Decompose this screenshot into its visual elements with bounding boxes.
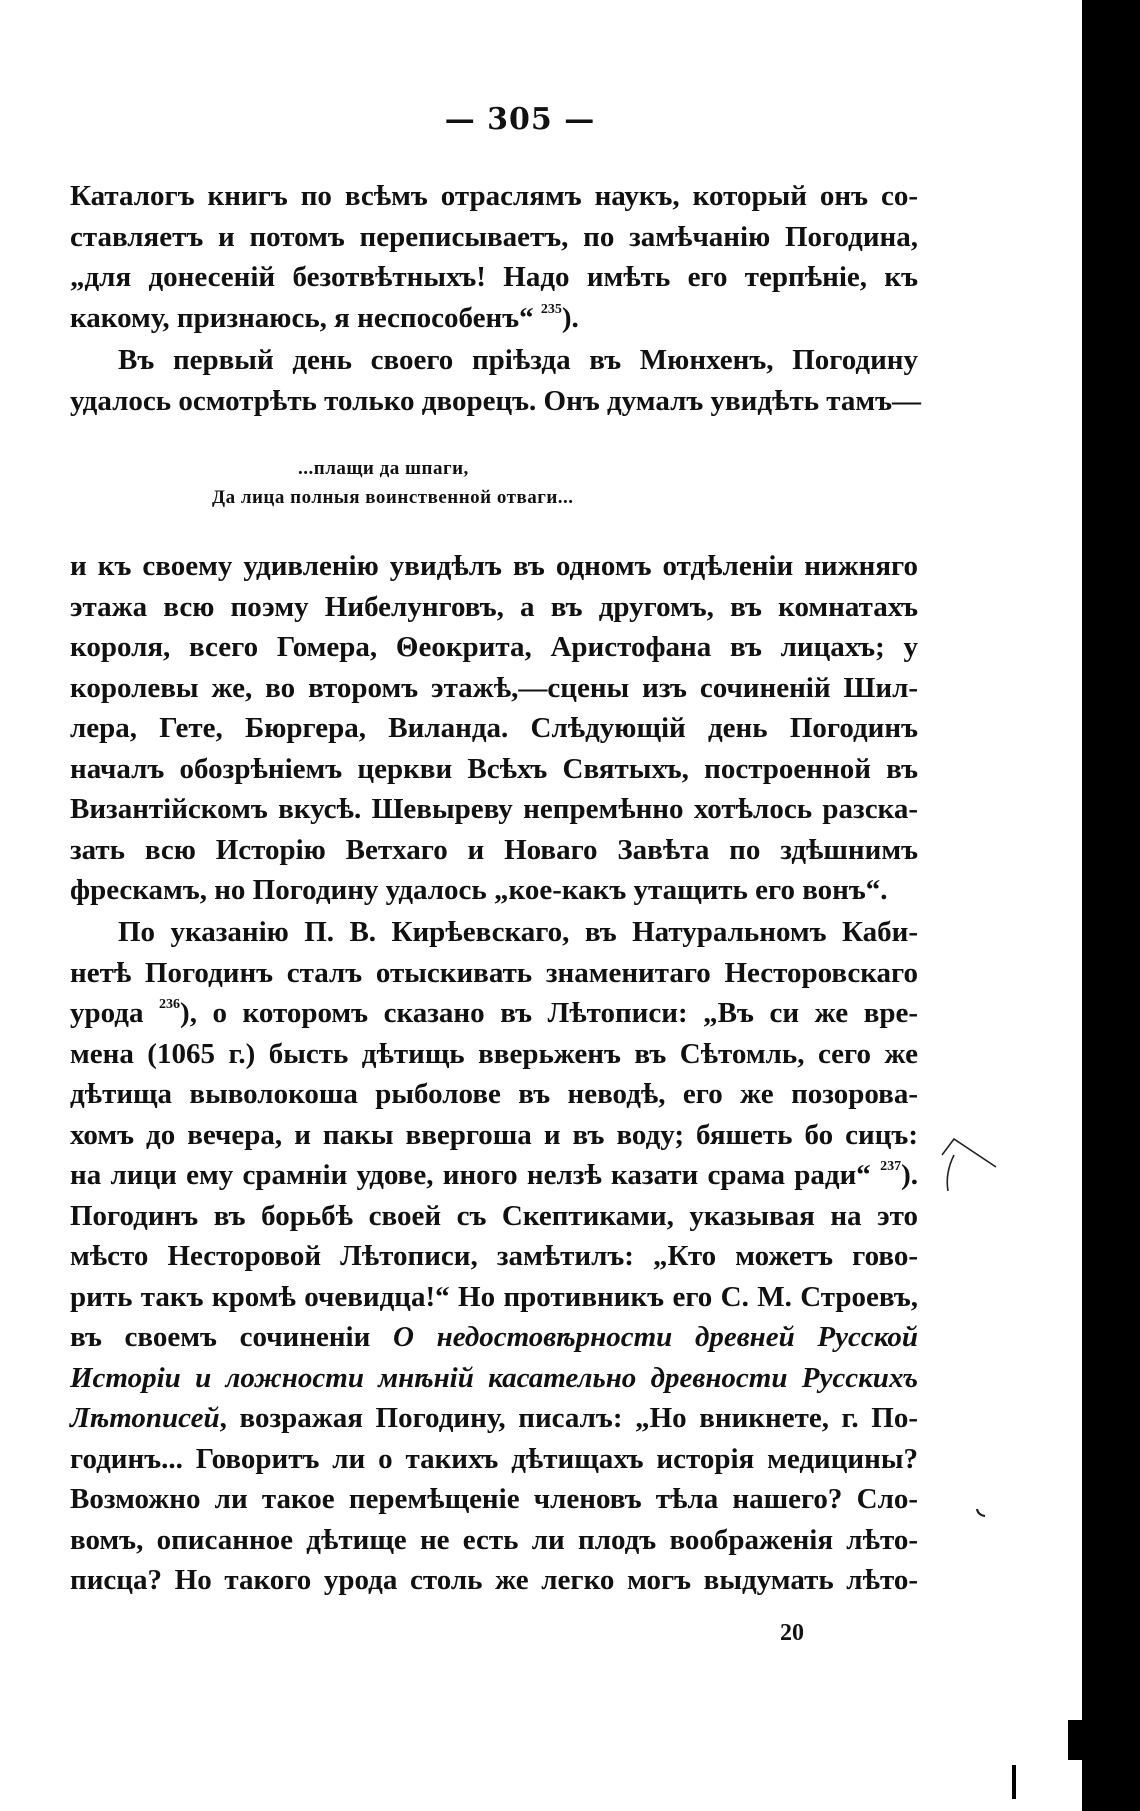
text-fragment: урода: [70, 997, 160, 1029]
text-line: удалось осмотрѣть только дворецъ. Онъ думалъ увидѣть тамъ—: [70, 384, 922, 417]
text-line: годинъ... Говоритъ ли о такихъ дѣтищахъ исторія медицины?: [70, 1442, 918, 1475]
text-line: короля, всего Гомера, Θеокрита, Аристофана въ лицахъ; у: [70, 631, 918, 663]
text-line: [70, 993, 918, 1034]
text-line: этажа всю поэму Нибелунговъ, а въ другомъ, въ комнатахъ: [70, 590, 918, 623]
page-number: — 305 —: [444, 102, 596, 137]
text-line: Въ первый день своего пріѣзда въ Мюнхенъ, Погодину: [118, 344, 918, 376]
text-fragment: какому, признаюсь, я неспособенъ“: [70, 301, 541, 334]
paragraph-chronicle: [70, 912, 918, 1601]
text-line: Византійскомъ вкусѣ. Шевыреву непремѣнно хотѣлось разска-: [70, 793, 918, 825]
text-line: фрескамъ, но Погодину удалось „кое-какъ утащить его вонъ“.: [70, 874, 888, 906]
text-line: ставляетъ и потомъ переписываетъ, по замѣчанію Погодина,: [70, 220, 918, 253]
verse-line-1: ...плащи да шпаги,: [298, 458, 469, 479]
book-title: Исторіи и ложности мнѣній касательно древности Русскихъ: [70, 1361, 918, 1394]
text-line: мена (1065 г.) бысть дѣтищь вверьженъ въ Сѣтомль, сего же: [70, 1037, 918, 1070]
scan-border-notch: [1068, 1720, 1084, 1760]
text-line: мѣсто Несторовой Лѣтописи, замѣтилъ: „Кто можетъ гово-: [70, 1240, 918, 1272]
text-line: По указанію П. В. Кирѣевскаго, въ Натуральномъ Каби-: [118, 916, 918, 948]
text-line: дѣтища выволокоша рыболове въ неводѣ, его же позорова-: [70, 1078, 918, 1110]
book-title: Лѣтописей: [70, 1402, 220, 1434]
text-line: Каталогъ книгъ по всѣмъ отраслямъ наукъ, который онъ со-: [70, 180, 918, 212]
verse-line-2: Да лица полныя воинственной отваги...: [212, 487, 574, 508]
text-fragment: ), о которомъ сказано въ Лѣтописи: „Въ си же вре-: [180, 997, 919, 1029]
footnote-ref: 237: [880, 1159, 902, 1174]
text-fragment: на лици ему срамніи удове, иного нелзѣ казати срама ради“: [70, 1159, 881, 1191]
text-line: Возможно ли такое перемѣщеніе членовъ тѣла нашего? Сло-: [70, 1483, 918, 1515]
text-line: зать всю Исторію Ветхаго и Новаго Завѣта по здѣшнимъ: [70, 833, 918, 866]
text-line: писца? Но такого урода столь же легко могъ выдумать лѣто-: [70, 1564, 918, 1596]
text-line: [70, 1398, 918, 1439]
text-line: хомъ до вечера, и пакы ввергоша и въ воду; бяшеть бо сицъ:: [70, 1118, 918, 1151]
text-fragment: ).: [901, 1159, 918, 1191]
footnote-ref: 235: [540, 301, 562, 317]
text-line: „для донесеній безотвѣтныхъ! Надо имѣть его терпѣніе, къ: [70, 261, 918, 293]
text-line: [70, 1317, 918, 1358]
paragraph-catalog: [70, 176, 918, 338]
text-line: [70, 298, 918, 339]
footnote-ref: 236: [159, 997, 181, 1012]
text-fragment: въ своемъ сочиненіи: [70, 1321, 393, 1353]
text-line: рить такъ кромѣ очевидца!“ Но противникъ его С. М. Строевъ,: [70, 1280, 918, 1313]
book-title: О недостовѣрности древней Русской: [393, 1321, 918, 1353]
text-line: [70, 1155, 918, 1196]
text-line: вомъ, описанное дѣтище не есть ли плодъ воображенія лѣто-: [70, 1523, 918, 1556]
pencil-dot-icon: [974, 1506, 988, 1520]
text-line: королевы же, во второмъ этажѣ,—сцены изъ сочиненій Шил-: [70, 671, 918, 704]
text-line: нетѣ Погодинъ сталъ отыскивать знаменитаго Несторовскаго: [70, 956, 918, 989]
scan-border: [1082, 0, 1140, 1811]
text-line: и къ своему удивленію увидѣлъ въ одномъ отдѣленіи нижняго: [70, 550, 918, 582]
signature-mark: 20: [780, 1620, 804, 1646]
pencil-mark-icon: [940, 1125, 1000, 1195]
text-line: лера, Гете, Бюргера, Виланда. Слѣдующій день Погодинъ: [70, 712, 918, 744]
text-line: началъ обозрѣніемъ церкви Всѣхъ Святыхъ, построенной въ: [70, 752, 918, 785]
text-fragment: ).: [561, 301, 579, 334]
text-line: Погодинъ въ борьбѣ своей съ Скептиками, указывая на это: [70, 1199, 918, 1232]
paragraph-palace: [70, 546, 918, 911]
paragraph-munich: [70, 340, 922, 421]
edge-mark: [1012, 1765, 1016, 1799]
text-fragment: , возражая Погодину, писалъ: „Но вникнете, г. По-: [219, 1402, 918, 1434]
